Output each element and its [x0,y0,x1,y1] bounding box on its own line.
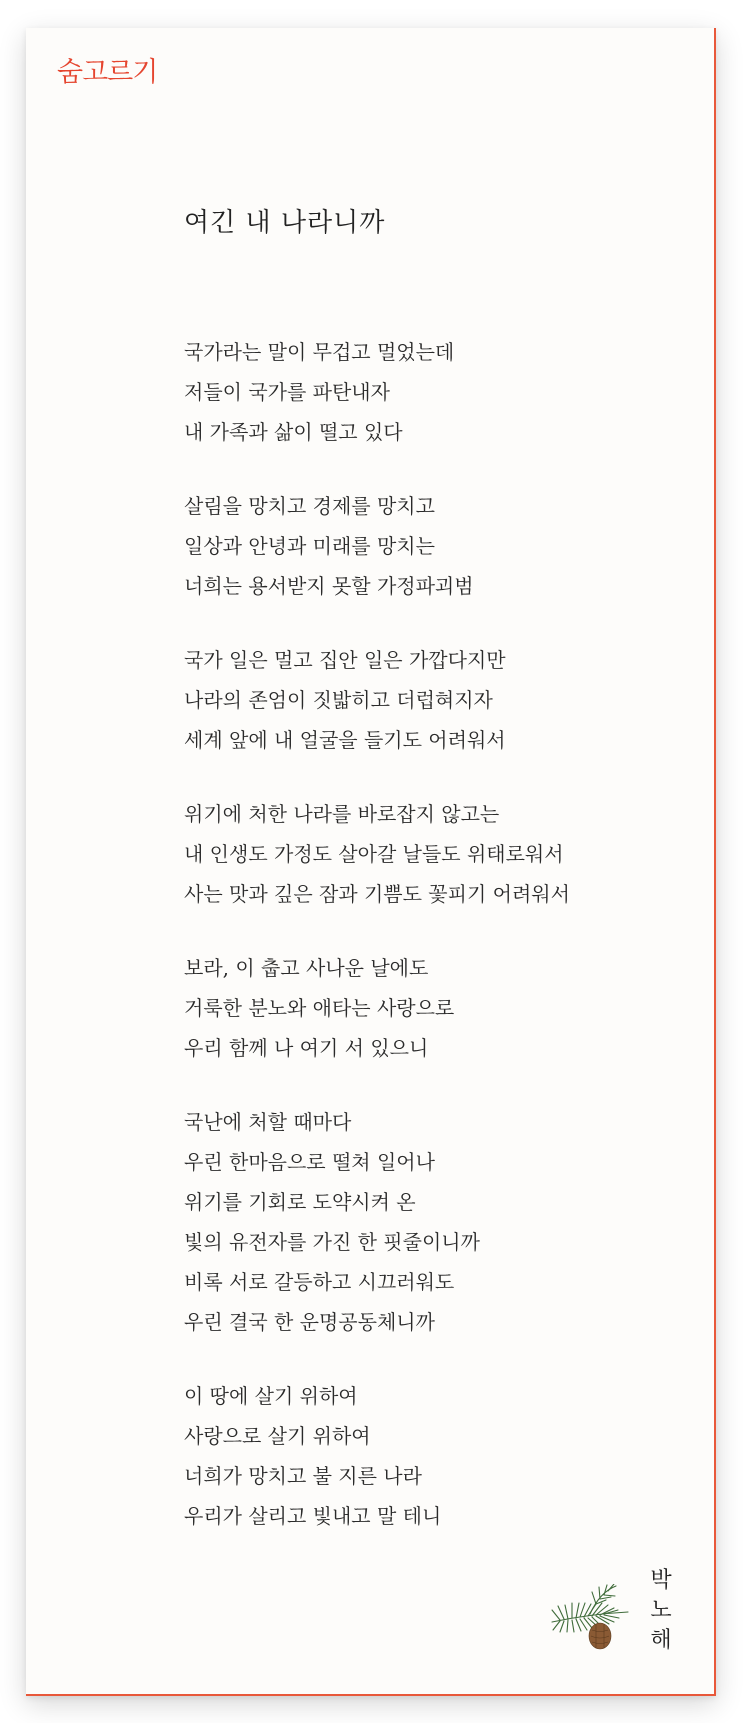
poem-line: 보라, 이 춥고 사나운 날에도 [184,956,429,980]
poem-line: 국가라는 말이 무겁고 멀었는데 [184,340,455,364]
poem-line: 내 가족과 삶이 떨고 있다 [184,420,403,444]
poem-line: 국난에 처할 때마다 [184,1110,352,1134]
poem-line: 이 땅에 살기 위하여 [184,1384,358,1408]
poem-line: 저들이 국가를 파탄내자 [184,380,390,404]
poem-line: 나라의 존엄이 짓밟히고 더럽혀지자 [184,688,493,712]
poem-stanza [184,1102,570,1342]
poem-stanza [184,1376,570,1536]
poem-line: 너희가 망치고 불 지른 나라 [184,1464,422,1488]
poem-card [26,28,716,1696]
poem-line: 살림을 망치고 경제를 망치고 [184,494,435,518]
poem-line: 세계 앞에 내 얼굴을 들기도 어려워서 [184,728,506,752]
poem-line: 위기에 처한 나라를 바로잡지 않고는 [184,802,500,826]
brand-logo[interactable]: 숨고르기 [57,57,158,88]
poem-stanza [184,332,570,452]
poem-line: 내 인생도 가정도 살아갈 날들도 위태로워서 [184,842,564,866]
poem-line: 우린 결국 한 운명공동체니까 [184,1310,435,1334]
poem-stanza [184,948,570,1068]
author-name: 박노해 [650,1568,672,1653]
pine-branch-cone-icon [550,1584,650,1664]
poem-stanza [184,794,570,914]
poem-line: 우린 한마음으로 떨쳐 일어나 [184,1150,435,1174]
author-signature [550,1566,690,1696]
poem-line: 비록 서로 갈등하고 시끄러워도 [184,1270,455,1294]
poem-line: 우리 함께 나 여기 서 있으니 [184,1036,429,1060]
poem-line: 국가 일은 멀고 집안 일은 가깝다지만 [184,648,506,672]
poem-body [184,332,570,1570]
poem-line: 너희는 용서받지 못할 가정파괴범 [184,574,474,598]
poem-title: 여긴 내 나라니까 [184,208,386,238]
poem-stanza [184,486,570,606]
poem-line: 우리가 살리고 빛내고 말 테니 [184,1504,442,1528]
poem-line: 거룩한 분노와 애타는 사랑으로 [184,996,455,1020]
poem-stanza [184,640,570,760]
poem-line: 일상과 안녕과 미래를 망치는 [184,534,435,558]
poem-line: 사는 맛과 깊은 잠과 기쁨도 꽃피기 어려워서 [184,882,570,906]
poem-line: 위기를 기회로 도약시켜 온 [184,1190,416,1214]
poem-line: 사랑으로 살기 위하여 [184,1424,371,1448]
poem-line: 빛의 유전자를 가진 한 핏줄이니까 [184,1230,480,1254]
